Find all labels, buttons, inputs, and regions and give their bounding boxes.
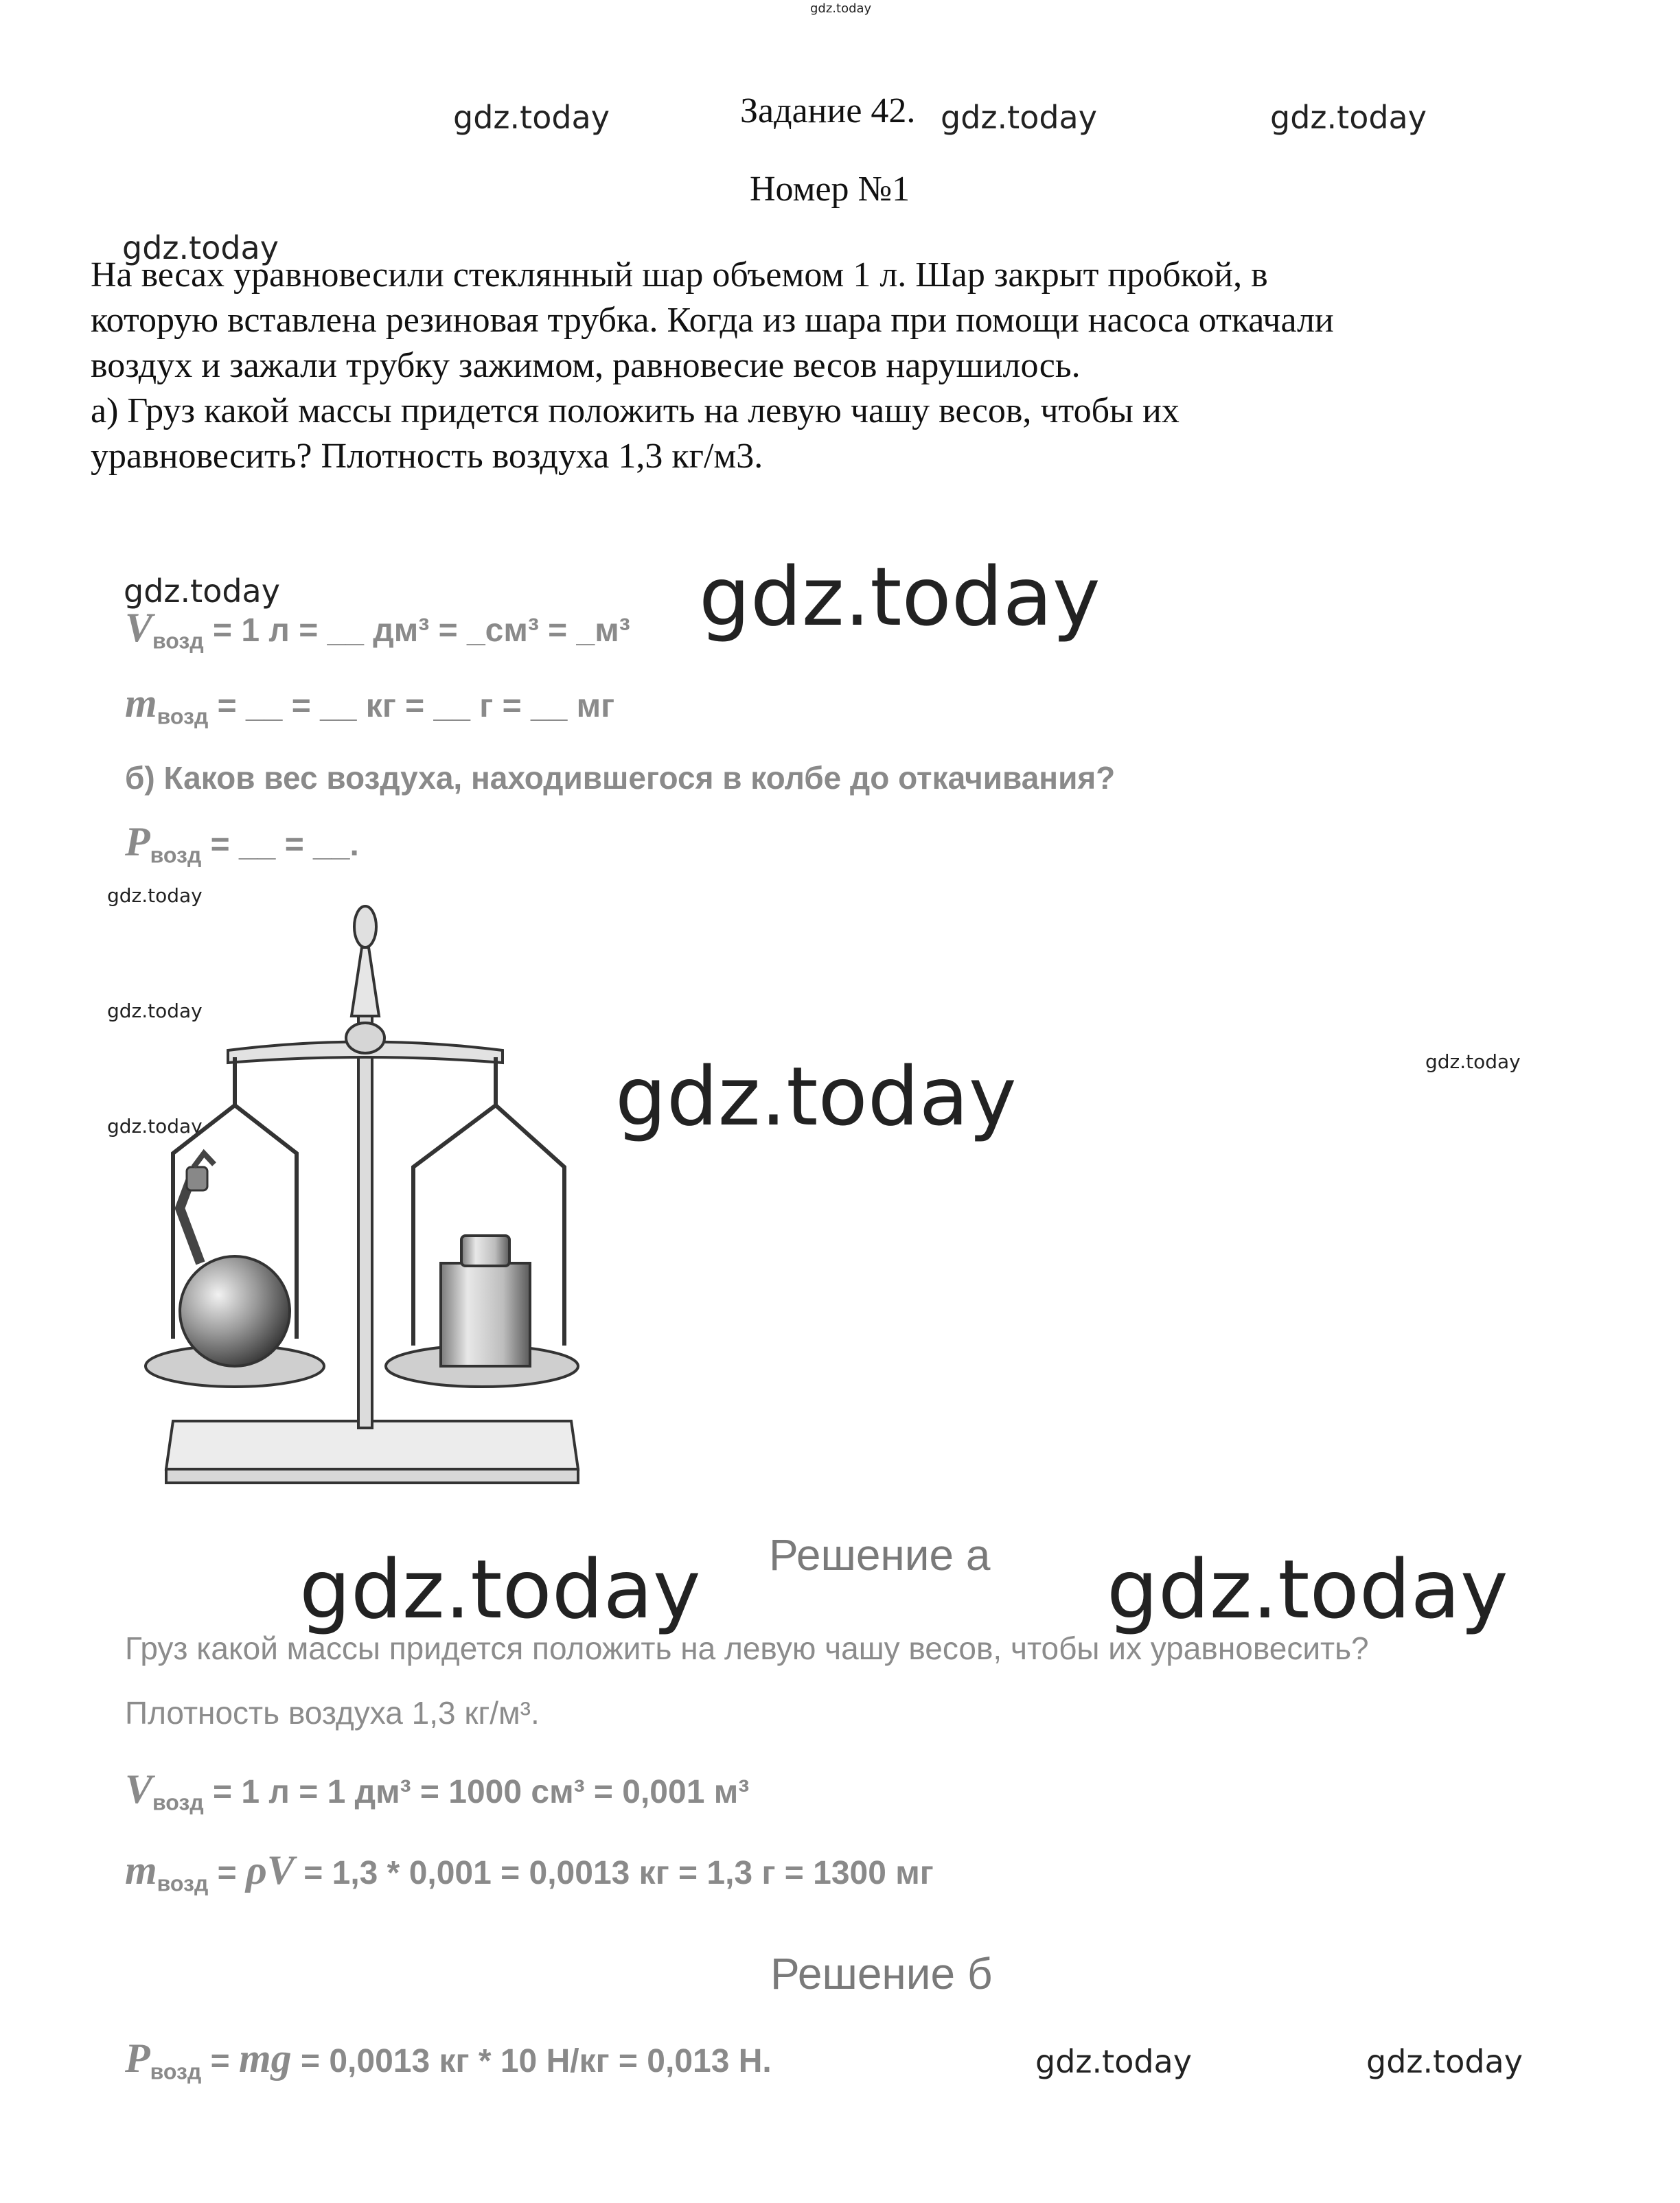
watermark: gdz.today <box>1270 99 1427 136</box>
watermark: gdz.today <box>1035 2043 1192 2080</box>
subscript-vozd: возд <box>157 704 209 729</box>
watermark-large: gdz.today <box>1107 1542 1508 1637</box>
watermark: gdz.today <box>107 1000 203 1022</box>
watermark: gdz.today <box>453 99 610 136</box>
watermark: gdz.today <box>1366 2043 1523 2080</box>
balance-scale-illustration <box>125 892 619 1497</box>
watermark-large: gdz.today <box>699 549 1101 644</box>
subscript-vozd: возд <box>152 1790 204 1815</box>
symbol-p: P <box>125 819 150 864</box>
symbol-m: m <box>125 680 157 726</box>
watermark: gdz.today <box>122 229 279 266</box>
watermark-top: gdz.today <box>810 1 872 16</box>
scale-pointer <box>352 906 379 1016</box>
symbol-m: m <box>125 1847 157 1893</box>
watermark: gdz.today <box>941 99 1097 136</box>
worksheet-mass-line <box>125 680 614 730</box>
volume-calc: = 1 л = 1 дм³ = 1000 см³ = 0,001 м³ <box>212 1774 750 1810</box>
watermark-large: gdz.today <box>615 1049 1017 1144</box>
subscript-vozd: возд <box>152 628 204 654</box>
subscript-vozd: возд <box>150 842 202 868</box>
worksheet-volume-line <box>125 604 630 654</box>
worksheet-weight-line <box>125 818 359 868</box>
solution-b-heading: Решение б <box>770 1949 993 1998</box>
problem-text <box>91 253 1601 479</box>
solution-a-mass: $m_{возд} = \rho V = 1,3 * 0,001 = 0,0013$ кг = 1,3 г = 1300 мг <box>125 1847 934 1896</box>
task-number: Номер №1 <box>750 170 910 209</box>
subscript-vozd: возд <box>150 2059 202 2084</box>
scale-base <box>166 1421 578 1483</box>
mass-calc: = 1,3 * 0,001 = 0,0013 кг = 1,3 г = 1300 мг <box>303 1855 934 1891</box>
problem-line: воздух и зажали трубку зажимом, равновесие весов нарушилось. <box>91 346 1081 385</box>
symbol-p: P <box>125 2035 150 2081</box>
problem-line: уравновесить? Плотность воздуха 1,3 кг/м3. <box>91 437 763 476</box>
watermark-large: gdz.today <box>299 1542 701 1637</box>
weight <box>441 1236 530 1366</box>
solution-a-question-2: Плотность воздуха 1,3 кг/м³. <box>125 1695 540 1731</box>
subscript-vozd: возд <box>157 1871 209 1896</box>
problem-line: На весах уравновесили стеклянный шар объемом 1 л. Шар закрыт пробкой, в <box>91 255 1268 295</box>
problem-line: а) Груз какой массы придется положить на левую чашу весов, чтобы их <box>91 391 1180 430</box>
solution-b-weight: $P_{возд}$ = mg = 0,0013 кг * 10 Н/кг = 0,013 Н. <box>125 2035 772 2084</box>
glass-ball <box>180 1153 290 1366</box>
weight-calc: = 0,0013 кг * 10 Н/кг = 0,013 Н. <box>300 2043 772 2079</box>
weight-blanks: = __ = __. <box>210 827 359 863</box>
symbol-mg: mg <box>238 2035 292 2081</box>
scale-beam <box>228 1023 503 1063</box>
watermark: gdz.today <box>124 573 280 610</box>
mass-blanks: = __ = __ кг = __ г = __ мг <box>217 688 615 724</box>
volume-blanks: = 1 л = __ дм³ = _см³ = _м³ <box>212 612 630 649</box>
task-title: Задание 42. <box>740 91 916 130</box>
symbol-v: V <box>125 605 153 650</box>
symbol-v: V <box>125 1766 153 1812</box>
solution-a-question-1: Груз какой массы придется положить на левую чашу весов, чтобы их уравновесить? <box>125 1630 1369 1666</box>
problem-line: которую вставлена резиновая трубка. Когда из шара при помощи насоса откачали <box>91 301 1334 340</box>
symbol-rho-v: ρV <box>245 1847 295 1893</box>
watermark: gdz.today <box>1425 1050 1521 1073</box>
watermark: gdz.today <box>107 1115 203 1138</box>
solution-a-heading: Решение а <box>769 1530 991 1580</box>
solution-a-volume <box>125 1766 749 1816</box>
worksheet-question-b: б) Каков вес воздуха, находившегося в колбе до откачивания? <box>125 760 1116 796</box>
watermark: gdz.today <box>107 884 203 907</box>
